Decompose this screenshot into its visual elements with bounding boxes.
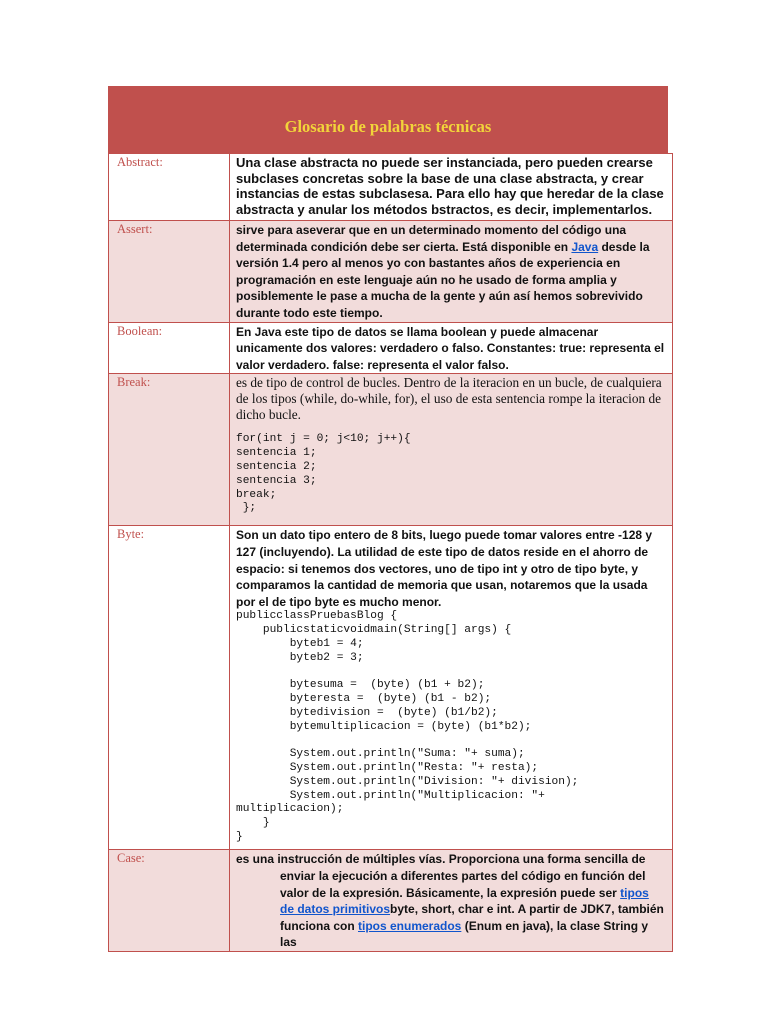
glossary-table [108, 153, 673, 952]
glossary-row-boolean [109, 322, 673, 374]
term-case: Case: [109, 850, 230, 952]
definition-assert [230, 221, 673, 323]
code-sample: publicclassPruebasBlog { publicstaticvoidmain(String[] args) { byteb1 = 4; byteb2 = 3; bytesuma = (byte) (b1 + b2); byteresta = (byte) (b1 - b2); bytedivision = (byte) (b1/b2); bytemultiplicacion = (byte) (b1*b2); System.out.println("Suma: "+ suma); System.out.println("Resta: "+ resta); System.out.println("Division: "+ division); System.out.println("Multiplicacion: "+ multiplicacion); } } [236, 610, 579, 844]
definition-boolean [230, 322, 673, 374]
glossary-row-break [109, 374, 673, 526]
definition-case [230, 850, 673, 952]
glossary-row-assert [109, 221, 673, 323]
glossary-row-abstract [109, 154, 673, 221]
definition-abstract [230, 154, 673, 221]
glossary-row-byte [109, 526, 673, 850]
definition-break [230, 374, 673, 526]
term-assert: Assert: [109, 221, 230, 323]
enum-types-link[interactable]: tipos enumerados [358, 918, 462, 933]
term-byte: Byte: [109, 526, 230, 850]
definition-text: En Java este tipo de datos se llama boolean y puede almacenar unicamente dos valores: verdadero o falso. Constantes: true: representa el valor verdadero. false: representa el valor falso. [236, 324, 665, 372]
definition-text: sirve para aseverar que en un determinado momento del código una determinada condición debe ser cierta. Está disponible en Java desde la versión 1.4 pero al menos yo con bastantes años de experiencia en programación en este lenguaje aún no he usado de forma amplia y posiblemente le pase a mucha de la gente y aún así hemos sobrevivido durante todo este tiempo. [236, 223, 650, 320]
definition-text: es una instrucción de múltiples vías. Proporciona una forma sencilla de enviar la ejecución a diferentes partes del código en función del valor de la expresión. Básicamente, la expresión puede ser tipos de datos primitivosbyte, short, char e int. A partir de JDK7, también funciona con tipos enumerados (Enum en java), la clase String y las [236, 852, 664, 950]
glossary-row-case [109, 850, 673, 952]
definition-text: Son un dato tipo entero de 8 bits, luego puede tomar valores entre -128 y 127 (incluyendo). La utilidad de este tipo de datos reside en el ahorro de espacio: si tenemos dos vectores, uno de tipo int y otro de tipo byte, y comparamos la cantidad de memoria que usan, notaremos que la usada por el de tipo byte es mucho menor. [236, 528, 653, 609]
java-link[interactable]: Java [571, 239, 599, 254]
definition-text: Una clase abstracta no puede ser instanciada, pero pueden crearse subclases concretas sobre la base de una clase abstracta, y crear instancias de estas subclasesa. Para ello hay que heredar de la clase abstracta y anular los métodos bstractos, es decir, implementarlos. [236, 155, 664, 217]
term-abstract: Abstract: [109, 154, 230, 221]
code-sample: for(int j = 0; j<10; j++){ sentencia 1; sentencia 2; sentencia 3; break; }; [236, 433, 411, 515]
glossary-header [108, 86, 668, 154]
page-title: Glosario de palabras técnicas [284, 117, 492, 136]
definition-text: es de tipo de control de bucles. Dentro de la iteracion en un bucle, de cualquiera de los tipos (while, do-while, for), el uso de esta sentencia rompe la iteracion de dicho bucle. [236, 375, 662, 423]
term-break: Break: [109, 374, 230, 526]
definition-byte [230, 526, 673, 850]
term-boolean: Boolean: [109, 322, 230, 374]
primitive-types-link[interactable]: tipos de datos primitivos [280, 885, 649, 917]
